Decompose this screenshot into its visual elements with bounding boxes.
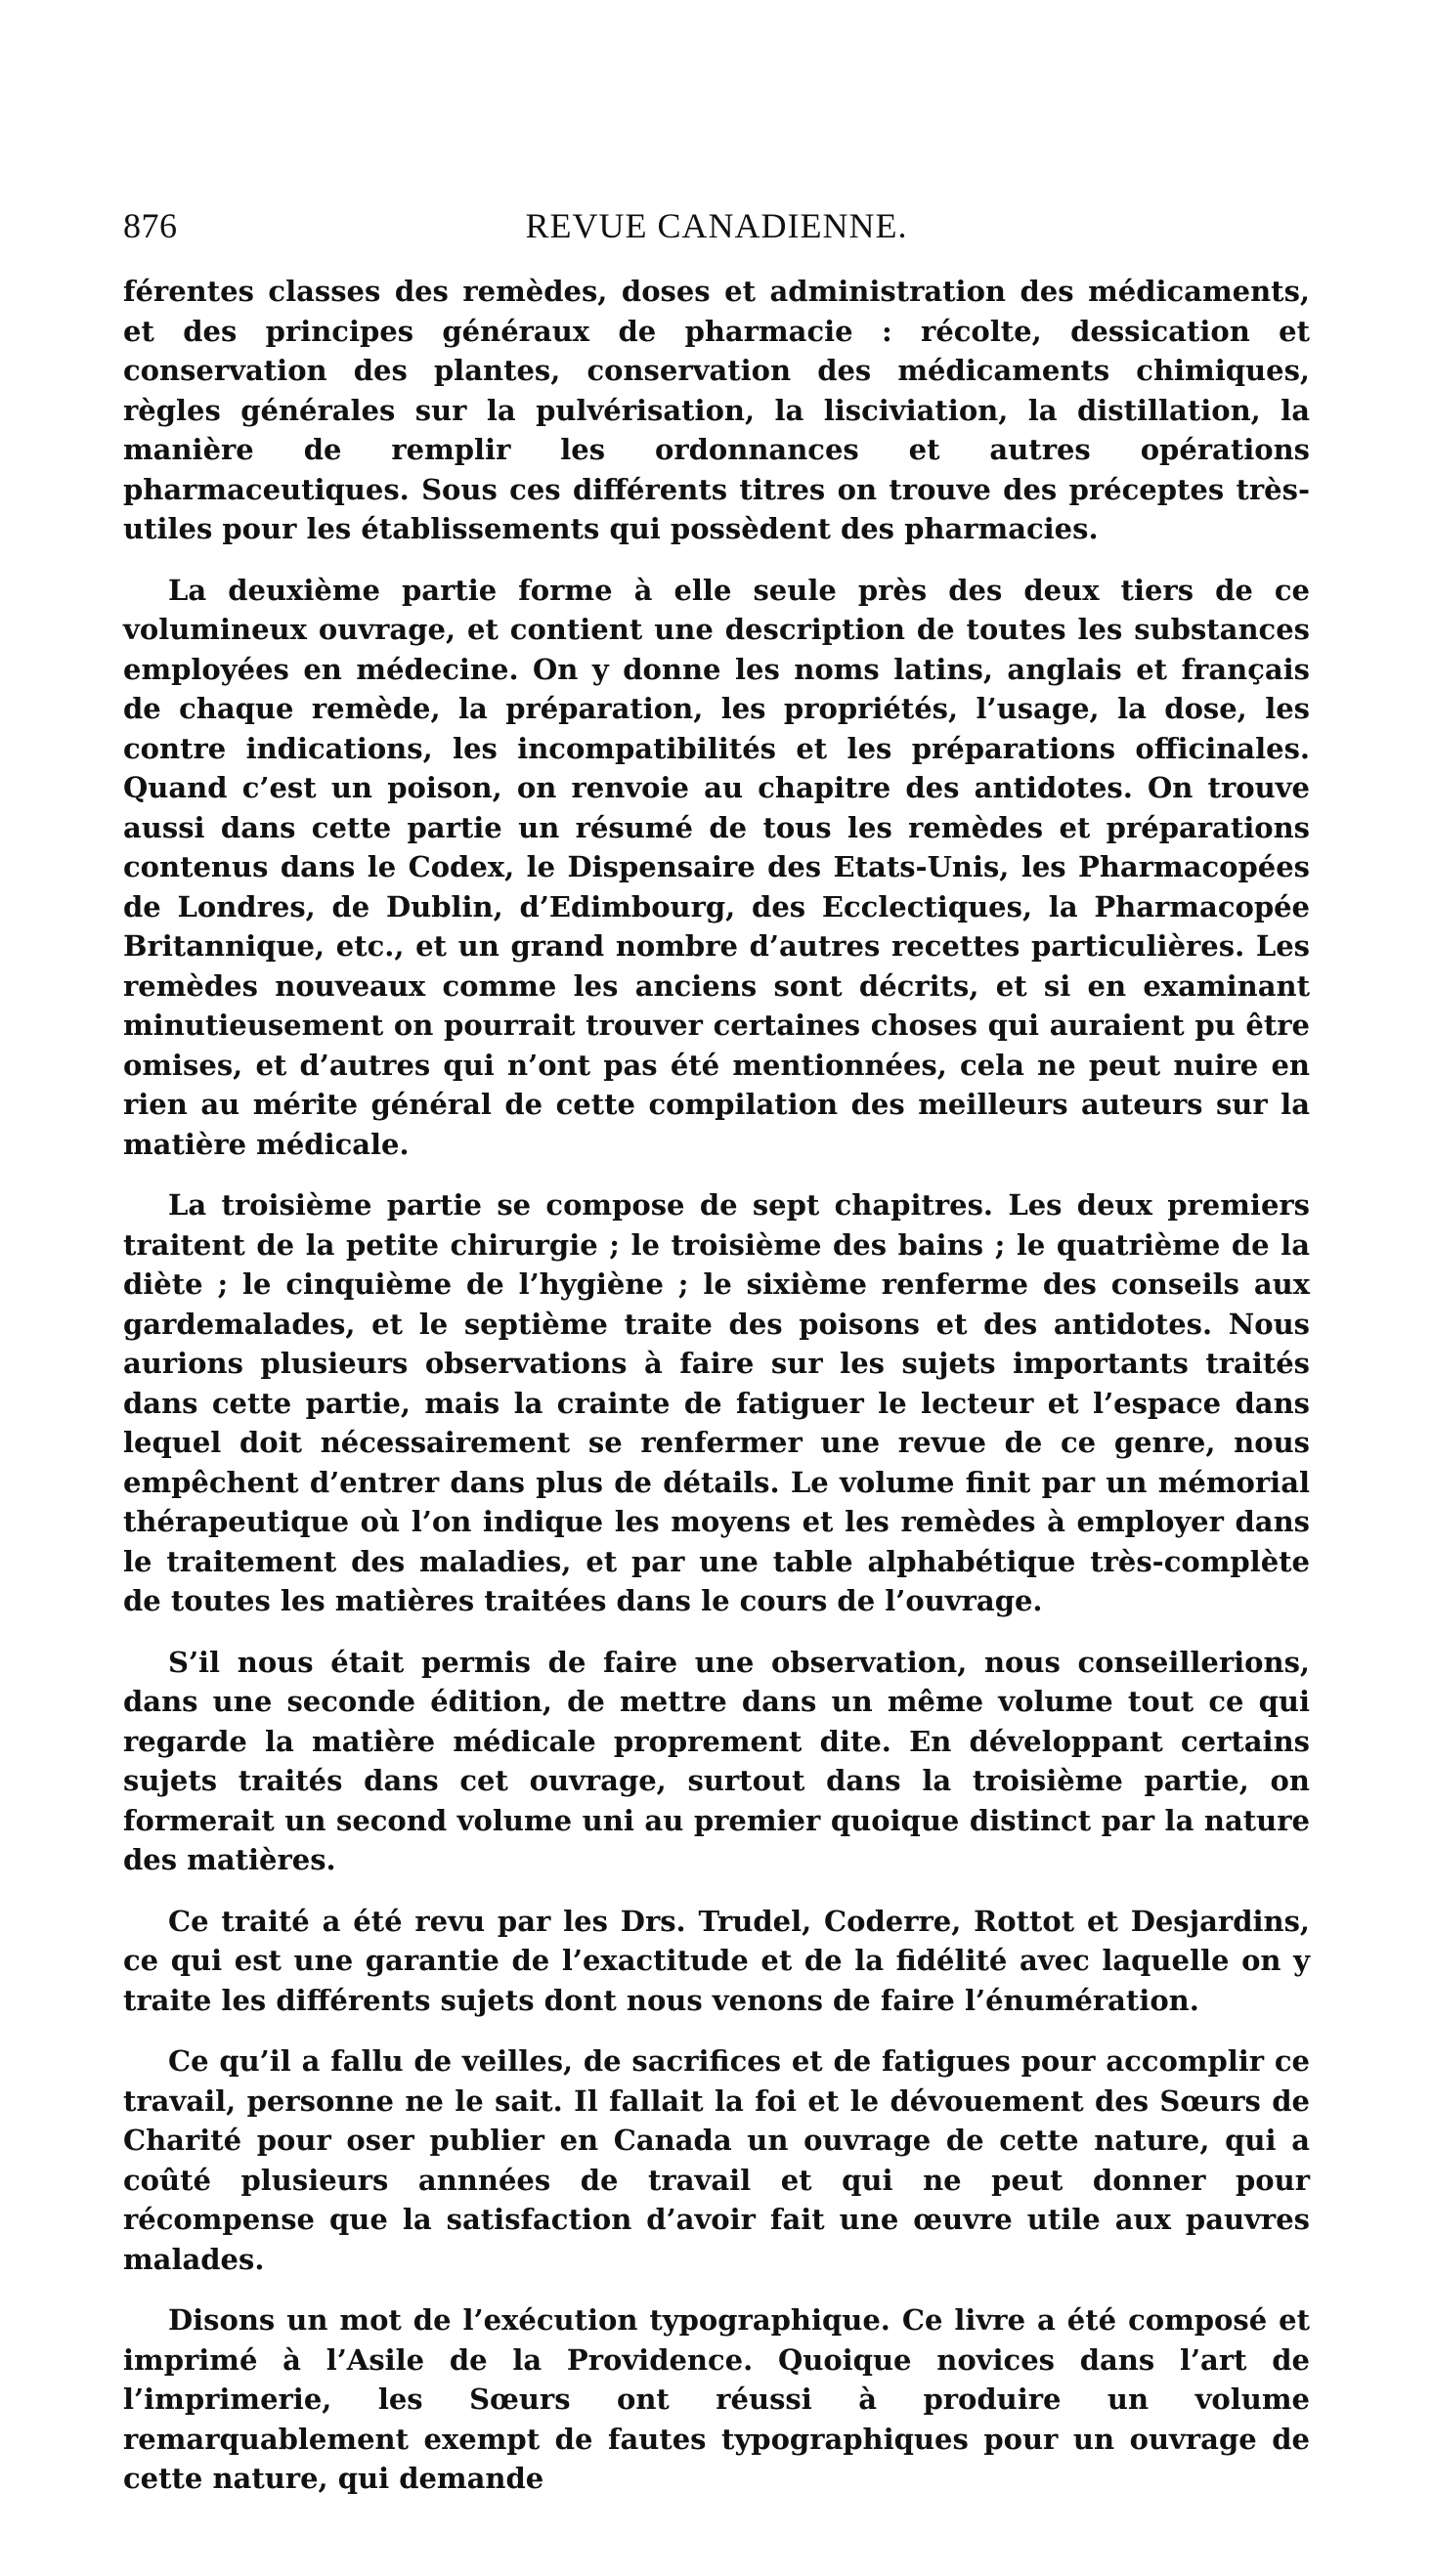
article-body	[123, 272, 1310, 2499]
page-number: 876	[123, 206, 178, 245]
running-title: REVUE CANADIENNE.	[525, 206, 908, 245]
paragraph: La deuxième partie forme à elle seule près des deux tiers de ce volumineux ouvrage, et contient une description de toutes les substances employées en médecine. On y donne les noms latins, anglais et français de chaque remède, la préparation, les propriétés, l’usage, la dose, les contre indications, les incompatibilités et les préparations officinales. Quand c’est un poison, on renvoie au chapitre des antidotes. On trouve aussi dans cette partie un résumé de tous les remèdes et préparations contenus dans le Codex, le Dispensaire des Etats-Unis, les Pharmacopées de Londres, de Dublin, d’Edimbourg, des Ecclectiques, la Pharmacopée Britannique, etc., et un grand nombre d’autres recettes particulières. Les remèdes nouveaux comme les anciens sont décrits, et si en examinant minutieusement on pourrait trouver certaines choses qui auraient pu être omises, et d’autres qui n’ont pas été mentionnées, cela ne peut nuire en rien au mérite général de cette compilation des meilleurs auteurs sur la matière médicale.	[123, 573, 1310, 1161]
document-page	[123, 205, 1310, 2520]
running-header	[123, 205, 1310, 264]
paragraph: Ce traité a été revu par les Drs. Trudel, Coderre, Rottot et Desjardins, ce qui est une garantie de l’exactitude et de la fidélité avec laquelle on y traite les différents sujets dont nous venons de faire l’énumération.	[123, 1904, 1310, 2017]
paragraph: S’il nous était permis de faire une observation, nous conseillerions, dans une seconde édition, de mettre dans un même volume tout ce qui regarde la matière médicale proprement dite. En développant certains sujets traités dans cet ouvrage, surtout dans la troisième partie, on formerait un second volume uni au premier quoique distinct par la nature des matières.	[123, 1645, 1310, 1876]
paragraph: Disons un mot de l’exécution typographique. Ce livre a été composé et imprimé à l’Asile de la Providence. Quoique novices dans l’art de l’imprimerie, les Sœurs ont réussi à produire un volume remarquablement exempt de fautes typographiques pour un ouvrage de cette nature, qui demande	[123, 2303, 1310, 2495]
paragraph: La troisième partie se compose de sept chapitres. Les deux premiers traitent de la petite chirurgie ; le troisième des bains ; le quatrième de la diète ; le cinquième de l’hygiène ; le sixième renferme des conseils aux gardemalades, et le septième traite des poisons et des antidotes. Nous aurions plusieurs observations à faire sur les sujets importants traités dans cette partie, mais la crainte de fatiguer le lecteur et l’espace dans lequel doit nécessairement se renfermer une revue de ce genre, nous empêchent d’entrer dans plus de détails. Le volume finit par un mémorial thérapeutique où l’on indique les moyens et les remèdes à employer dans le traitement des maladies, et par une table alphabétique très-complète de toutes les matières traitées dans le cours de l’ouvrage.	[123, 1188, 1310, 1617]
paragraph-continued: férentes classes des remèdes, doses et administration des médicaments, et des principes généraux de pharmacie : récolte, dessication et conservation des plantes, conservation des médicaments chimiques, règles générales sur la pulvérisation, la lisciviation, la distillation, la manière de remplir les ordonnances et autres opérations pharmaceutiques. Sous ces différents titres on trouve des préceptes très-utiles pour les établissements qui possèdent des pharmacies.	[123, 275, 1310, 545]
paragraph: Ce qu’il a fallu de veilles, de sacrifices et de fatigues pour accomplir ce travail, personne ne le sait. Il fallait la foi et le dévouement des Sœurs de Charité pour oser publier en Canada un ouvrage de cette nature, qui a coûté plusieurs annnées de travail et qui ne peut donner pour récompense que la satisfaction d’avoir fait une œuvre utile aux pauvres malades.	[123, 2044, 1310, 2276]
